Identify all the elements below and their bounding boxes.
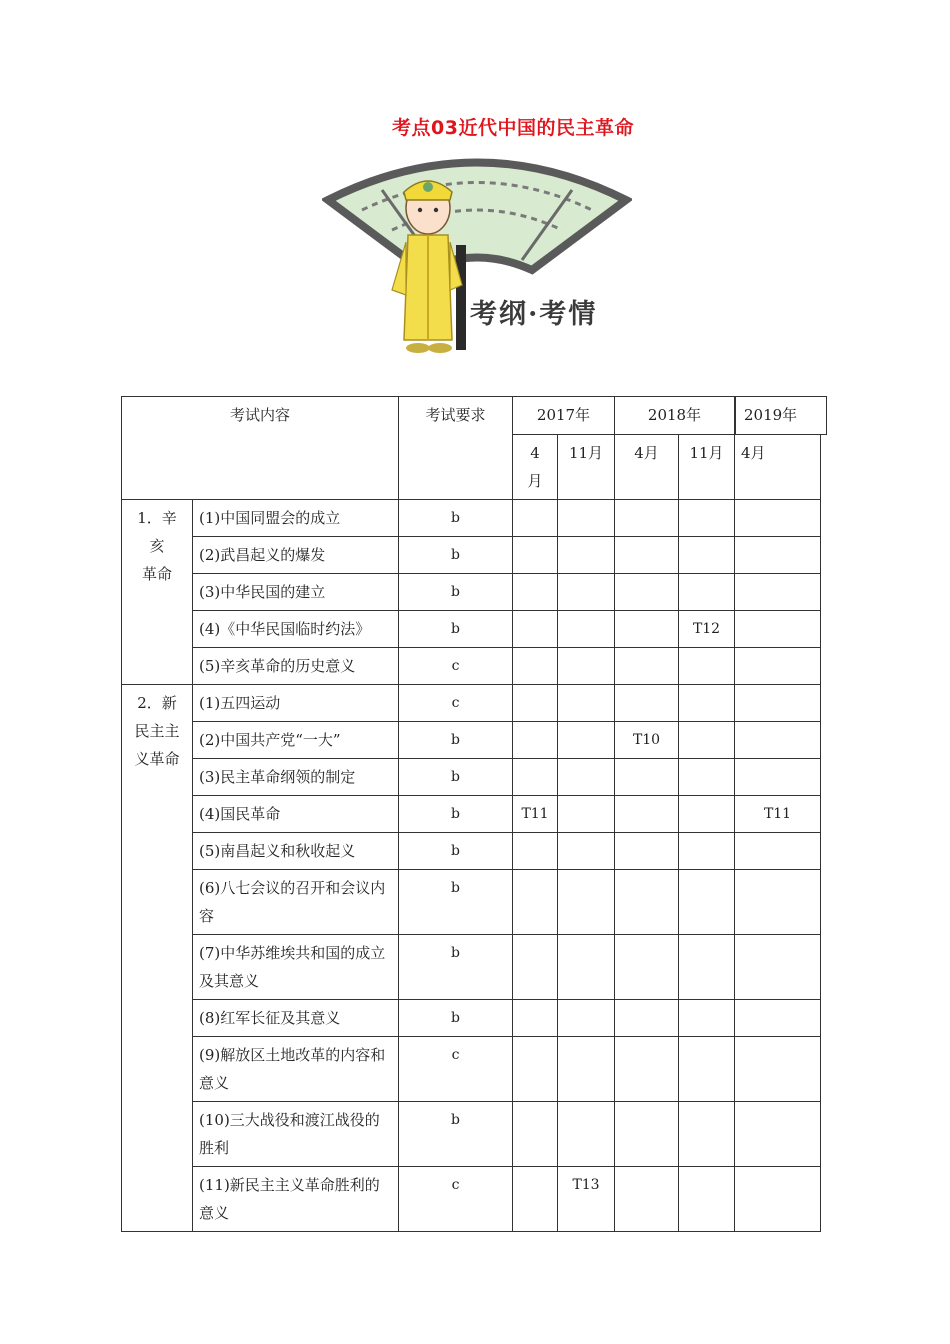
- question-cell: [679, 759, 735, 796]
- question-cell: [615, 1102, 679, 1167]
- question-cell: [679, 796, 735, 833]
- question-cell: [513, 500, 558, 537]
- question-cell: [513, 722, 558, 759]
- question-cell: [679, 648, 735, 685]
- table-row: [122, 500, 821, 537]
- question-cell: [558, 685, 615, 722]
- header-2017-apr: [513, 435, 558, 500]
- header-2018-nov: 11月: [679, 435, 735, 500]
- item-cell: (6)八七会议的召开和会议内容: [193, 870, 399, 935]
- header-year-2017: 2017年: [513, 397, 615, 435]
- question-cell: [558, 574, 615, 611]
- requirement-cell: b: [399, 1102, 513, 1167]
- question-cell: [615, 833, 679, 870]
- question-cell: [513, 648, 558, 685]
- section-label-line: 民主主: [134, 722, 180, 740]
- table-row: [122, 611, 821, 648]
- question-cell: [679, 833, 735, 870]
- question-cell: [679, 870, 735, 935]
- question-cell: [615, 796, 679, 833]
- question-cell: [558, 759, 615, 796]
- question-cell: [615, 648, 679, 685]
- question-cell: [558, 500, 615, 537]
- requirement-cell: b: [399, 537, 513, 574]
- question-cell: [558, 722, 615, 759]
- question-cell: T10: [615, 722, 679, 759]
- table-row: [122, 1102, 821, 1167]
- item-cell: (2)武昌起义的爆发: [193, 537, 399, 574]
- item-cell: (10)三大战役和渡江战役的胜利: [193, 1102, 399, 1167]
- page-title: 考点03近代中国的民主革命: [392, 117, 634, 139]
- item-cell: (2)中国共产党“一大”: [193, 722, 399, 759]
- table-row: [122, 574, 821, 611]
- requirement-cell: c: [399, 648, 513, 685]
- section-label: [122, 500, 193, 685]
- question-cell: [513, 685, 558, 722]
- table-row: [122, 722, 821, 759]
- header-2017-apr-line2: 月: [527, 472, 543, 490]
- requirement-cell: b: [399, 833, 513, 870]
- item-cell: (11)新民主主义革命胜利的意义: [193, 1167, 399, 1232]
- item-cell: (1)五四运动: [193, 685, 399, 722]
- requirement-cell: b: [399, 574, 513, 611]
- table-row: [122, 1167, 821, 1232]
- section-label-line: 革命: [141, 565, 172, 583]
- question-cell: [558, 935, 615, 1000]
- question-cell: [735, 759, 821, 796]
- header-2019-apr: 4月: [735, 435, 821, 500]
- header-year-2019: 2019年: [735, 396, 827, 435]
- question-cell: [615, 1037, 679, 1102]
- question-cell: [679, 685, 735, 722]
- question-cell: [735, 870, 821, 935]
- table-row: [122, 833, 821, 870]
- question-cell: [735, 537, 821, 574]
- requirement-cell: b: [399, 500, 513, 537]
- question-cell: [615, 1167, 679, 1232]
- question-cell: [735, 611, 821, 648]
- question-cell: [615, 935, 679, 1000]
- section-label-line: 2．新: [137, 694, 177, 712]
- question-cell: [615, 500, 679, 537]
- requirement-cell: b: [399, 870, 513, 935]
- question-cell: [513, 611, 558, 648]
- question-cell: [679, 500, 735, 537]
- question-cell: [513, 537, 558, 574]
- question-cell: T13: [558, 1167, 615, 1232]
- table-row: [122, 796, 821, 833]
- question-cell: [615, 870, 679, 935]
- item-cell: (8)红军长征及其意义: [193, 1000, 399, 1037]
- question-cell: [558, 1102, 615, 1167]
- requirement-cell: b: [399, 759, 513, 796]
- question-cell: [735, 648, 821, 685]
- section-label: [122, 685, 193, 1232]
- header-requirement: 考试要求: [399, 397, 513, 500]
- table-row: [122, 537, 821, 574]
- question-cell: T12: [679, 611, 735, 648]
- question-cell: [558, 796, 615, 833]
- question-cell: [558, 611, 615, 648]
- question-cell: [679, 722, 735, 759]
- question-cell: [558, 833, 615, 870]
- question-cell: [679, 1167, 735, 1232]
- item-cell: (5)辛亥革命的历史意义: [193, 648, 399, 685]
- question-cell: [679, 1037, 735, 1102]
- fan-scholar-illustration: [322, 150, 632, 365]
- table-row: [122, 759, 821, 796]
- question-cell: [513, 1000, 558, 1037]
- question-cell: [513, 1167, 558, 1232]
- section-label-line: 亥: [149, 537, 165, 555]
- table-row: [122, 1000, 821, 1037]
- question-cell: [735, 1000, 821, 1037]
- requirement-cell: c: [399, 1037, 513, 1102]
- question-cell: [735, 935, 821, 1000]
- table-row: [122, 870, 821, 935]
- question-cell: T11: [735, 796, 821, 833]
- question-cell: [735, 1102, 821, 1167]
- section-label-line: 义革命: [134, 750, 180, 768]
- question-cell: [679, 537, 735, 574]
- item-cell: (4)国民革命: [193, 796, 399, 833]
- question-cell: [558, 870, 615, 935]
- item-cell: (3)民主革命纲领的制定: [193, 759, 399, 796]
- question-cell: [615, 611, 679, 648]
- requirement-cell: b: [399, 722, 513, 759]
- exam-syllabus-table: [121, 396, 821, 1232]
- question-cell: [735, 574, 821, 611]
- item-cell: (7)中华苏维埃共和国的成立及其意义: [193, 935, 399, 1000]
- question-cell: [558, 1000, 615, 1037]
- section-label-line: 1．辛: [137, 509, 177, 527]
- question-cell: [558, 537, 615, 574]
- question-cell: [513, 833, 558, 870]
- requirement-cell: c: [399, 685, 513, 722]
- question-cell: [558, 1037, 615, 1102]
- item-cell: (4)《中华民国临时约法》: [193, 611, 399, 648]
- table-row: [122, 685, 821, 722]
- question-cell: [735, 1037, 821, 1102]
- question-cell: [615, 537, 679, 574]
- requirement-cell: b: [399, 611, 513, 648]
- question-cell: [615, 685, 679, 722]
- question-cell: [735, 833, 821, 870]
- header-2017-nov: 11月: [558, 435, 615, 500]
- table-row: [122, 648, 821, 685]
- requirement-cell: b: [399, 1000, 513, 1037]
- requirement-cell: b: [399, 935, 513, 1000]
- table-row: [122, 1037, 821, 1102]
- question-cell: [615, 1000, 679, 1037]
- question-cell: [513, 870, 558, 935]
- question-cell: [679, 1102, 735, 1167]
- item-cell: (1)中国同盟会的成立: [193, 500, 399, 537]
- question-cell: [735, 685, 821, 722]
- item-cell: (3)中华民国的建立: [193, 574, 399, 611]
- item-cell: (5)南昌起义和秋收起义: [193, 833, 399, 870]
- header-2018-apr: 4月: [615, 435, 679, 500]
- header-year-2018: 2018年: [615, 397, 735, 435]
- table-row: [122, 935, 821, 1000]
- question-cell: [735, 500, 821, 537]
- question-cell: [679, 935, 735, 1000]
- question-cell: [735, 722, 821, 759]
- header-2017-apr-line1: 4: [530, 444, 540, 462]
- requirement-cell: c: [399, 1167, 513, 1232]
- question-cell: [513, 1037, 558, 1102]
- item-cell: (9)解放区土地改革的内容和意义: [193, 1037, 399, 1102]
- question-cell: [513, 1102, 558, 1167]
- question-cell: [513, 759, 558, 796]
- question-cell: [615, 759, 679, 796]
- requirement-cell: b: [399, 796, 513, 833]
- question-cell: [679, 574, 735, 611]
- question-cell: [735, 1167, 821, 1232]
- question-cell: [513, 574, 558, 611]
- question-cell: [679, 1000, 735, 1037]
- question-cell: [615, 574, 679, 611]
- question-cell: [558, 648, 615, 685]
- question-cell: T11: [513, 796, 558, 833]
- question-cell: [513, 935, 558, 1000]
- illustration-caption: 考纲·考情: [470, 299, 598, 330]
- header-content: 考试内容: [122, 397, 399, 500]
